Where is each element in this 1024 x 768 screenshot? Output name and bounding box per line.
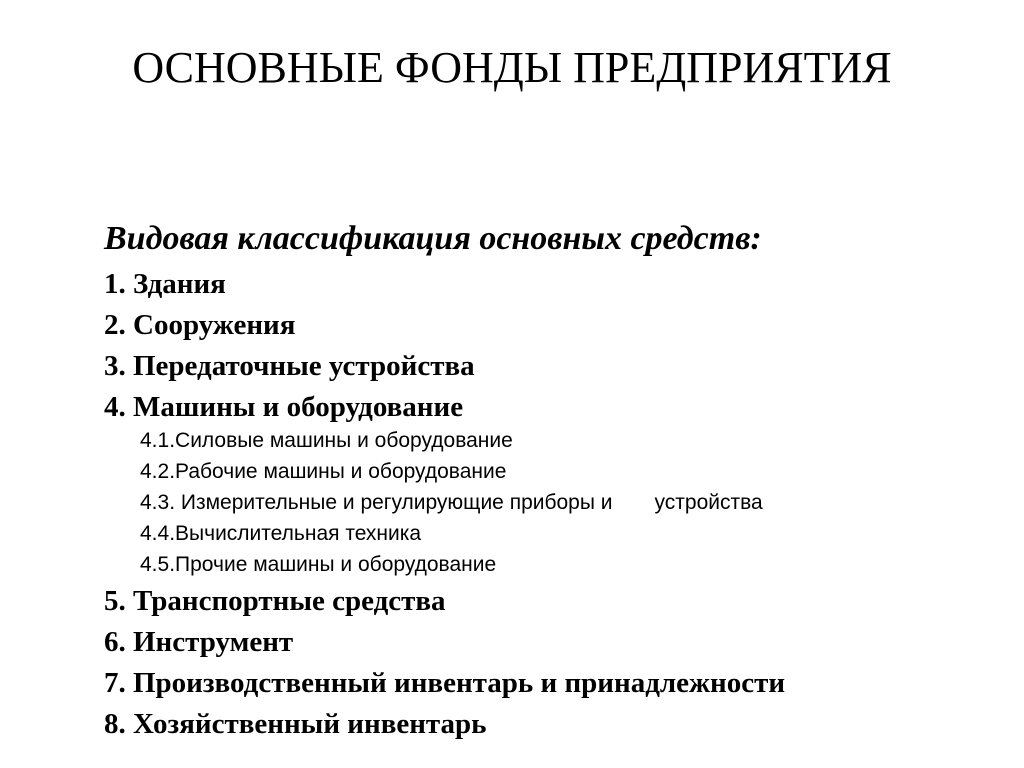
list-item-production-inventory: 7. Производственный инвентарь и принадлежности <box>104 667 786 699</box>
list-item-structures: 2. Сооружения <box>104 309 296 341</box>
list-item-buildings: 1. Здания <box>104 268 226 300</box>
list-item-machines-equipment: 4. Машины и оборудование <box>104 391 464 423</box>
machines-sublist <box>104 425 1004 580</box>
list-heading: Видовая классификация основных средств: <box>104 220 762 257</box>
classification-list <box>104 214 1004 745</box>
subitem-working-machines: 4.2.Рабочие машины и оборудование <box>140 460 507 483</box>
subitem-computing: 4.4.Вычислительная техника <box>140 522 422 545</box>
list-item-household-inventory: 8. Хозяйственный инвентарь <box>104 708 487 740</box>
subitem-power-machines: 4.1.Силовые машины и оборудование <box>140 429 513 452</box>
subitem-measuring-instruments <box>140 487 1004 518</box>
subitem-measuring-text: 4.3. Измерительные и регулирующие приборы и <box>140 491 613 514</box>
subitem-measuring-text-end: устройства <box>654 491 763 514</box>
list-item-transmission-devices: 3. Передаточные устройства <box>104 350 475 382</box>
subitem-other-machines: 4.5.Прочие машины и оборудование <box>140 553 497 576</box>
slide-title: ОСНОВНЫЕ ФОНДЫ ПРЕДПРИЯТИЯ <box>132 43 892 92</box>
list-item-tools: 6. Инструмент <box>104 626 294 658</box>
list-item-vehicles: 5. Транспортные средства <box>104 585 446 617</box>
